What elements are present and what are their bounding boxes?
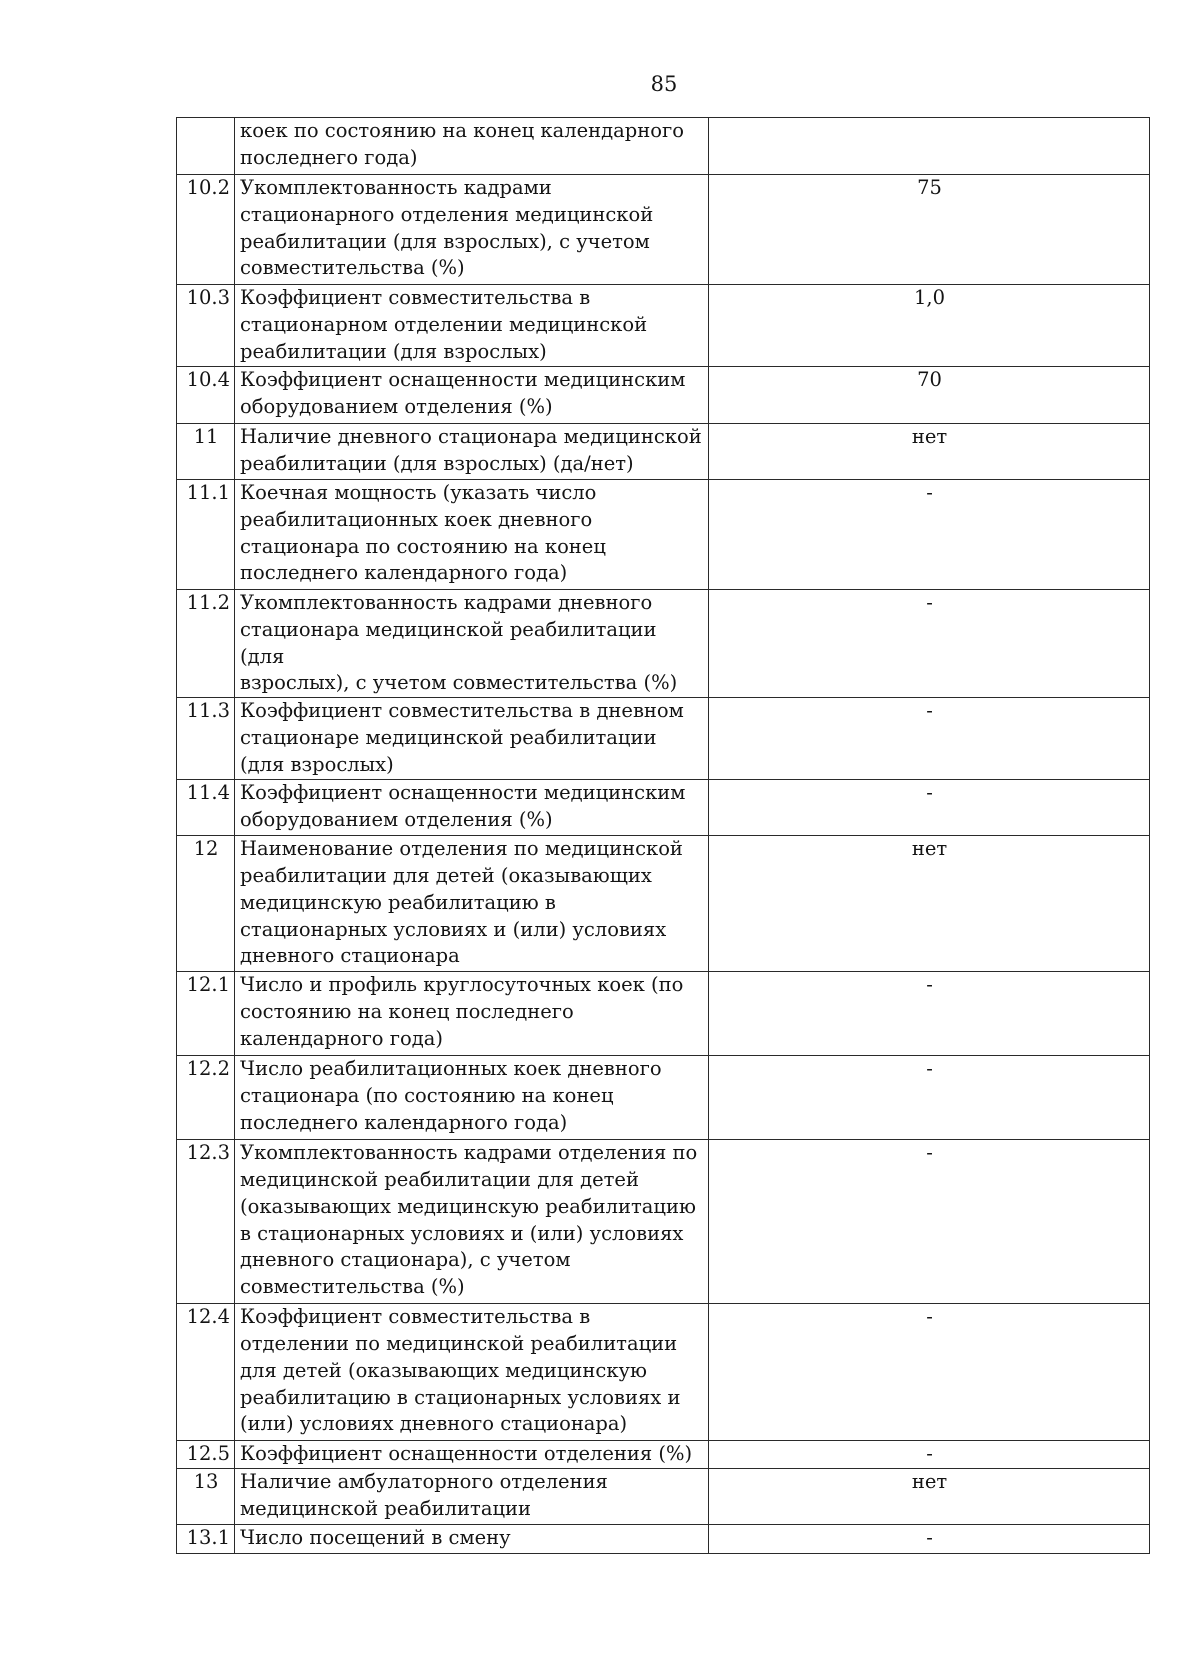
table-row bbox=[177, 1140, 1150, 1304]
row-description: коек по состоянию на конец календарного последнего года) bbox=[235, 118, 709, 175]
table-row bbox=[177, 175, 1150, 285]
row-number: 12.2 bbox=[177, 1056, 235, 1140]
row-value: - bbox=[709, 972, 1150, 1056]
row-description: Коэффициент совместительства в отделении по медицинской реабилитации для детей (оказывающих медицинскую реабилитацию в стационарных условиях и (или) условиях дневного стационара) bbox=[235, 1304, 709, 1441]
row-number: 11 bbox=[177, 424, 235, 480]
row-description: Коэффициент оснащенности отделения (%) bbox=[235, 1441, 709, 1469]
row-number: 13.1 bbox=[177, 1525, 235, 1554]
indicators-table bbox=[176, 117, 1150, 1554]
row-description: Коэффициент оснащенности медицинским оборудованием отделения (%) bbox=[235, 780, 709, 836]
row-number: 11.2 bbox=[177, 590, 235, 698]
table-row bbox=[177, 367, 1150, 424]
table-row bbox=[177, 590, 1150, 698]
row-value: 75 bbox=[709, 175, 1150, 285]
table-row bbox=[177, 480, 1150, 590]
table-row bbox=[177, 285, 1150, 367]
row-description: Укомплектованность кадрами стационарного отделения медицинской реабилитации (для взрослых), с учетом совместительства (%) bbox=[235, 175, 709, 285]
row-value: нет bbox=[709, 424, 1150, 480]
row-description: Укомплектованность кадрами дневного стационара медицинской реабилитации (для взрослых), с учетом совместительства (%) bbox=[235, 590, 709, 698]
row-number: 12.5 bbox=[177, 1441, 235, 1469]
table-row bbox=[177, 424, 1150, 480]
table-row bbox=[177, 836, 1150, 972]
row-number: 12 bbox=[177, 836, 235, 972]
row-value: - bbox=[709, 480, 1150, 590]
row-number: 10.4 bbox=[177, 367, 235, 424]
row-number: 11.4 bbox=[177, 780, 235, 836]
row-value: нет bbox=[709, 836, 1150, 972]
row-number: 12.3 bbox=[177, 1140, 235, 1304]
row-number: 13 bbox=[177, 1469, 235, 1525]
row-number: 12.1 bbox=[177, 972, 235, 1056]
row-description: Коэффициент совместительства в дневном стационаре медицинской реабилитации (для взрослых) bbox=[235, 698, 709, 780]
row-description: Коечная мощность (указать число реабилитационных коек дневного стационара по состоянию на конец последнего календарного года) bbox=[235, 480, 709, 590]
row-value: - bbox=[709, 698, 1150, 780]
table-row bbox=[177, 118, 1150, 175]
table-row bbox=[177, 1304, 1150, 1441]
row-number bbox=[177, 118, 235, 175]
table-row bbox=[177, 972, 1150, 1056]
row-value: 1,0 bbox=[709, 285, 1150, 367]
row-description: Число посещений в смену bbox=[235, 1525, 709, 1554]
row-value: - bbox=[709, 1140, 1150, 1304]
row-description: Коэффициент оснащенности медицинским оборудованием отделения (%) bbox=[235, 367, 709, 424]
row-value: - bbox=[709, 780, 1150, 836]
row-number: 10.2 bbox=[177, 175, 235, 285]
row-value: - bbox=[709, 590, 1150, 698]
row-description: Наименование отделения по медицинской реабилитации для детей (оказывающих медицинскую реабилитацию в стационарных условиях и (или) условиях дневного стационара bbox=[235, 836, 709, 972]
table-row bbox=[177, 1056, 1150, 1140]
row-value: - bbox=[709, 1525, 1150, 1554]
row-number: 12.4 bbox=[177, 1304, 235, 1441]
table-row bbox=[177, 1441, 1150, 1469]
row-number: 10.3 bbox=[177, 285, 235, 367]
row-value: - bbox=[709, 1056, 1150, 1140]
table-row bbox=[177, 1469, 1150, 1525]
row-description: Наличие амбулаторного отделения медицинской реабилитации bbox=[235, 1469, 709, 1525]
row-description: Число реабилитационных коек дневного стационара (по состоянию на конец последнего календарного года) bbox=[235, 1056, 709, 1140]
table-row bbox=[177, 780, 1150, 836]
row-description: Число и профиль круглосуточных коек (по состоянию на конец последнего календарного года) bbox=[235, 972, 709, 1056]
row-value: нет bbox=[709, 1469, 1150, 1525]
row-number: 11.1 bbox=[177, 480, 235, 590]
row-value bbox=[709, 118, 1150, 175]
row-description: Укомплектованность кадрами отделения по медицинской реабилитации для детей (оказывающих медицинскую реабилитацию в стационарных условиях и (или) условиях дневного стационара), с учетом совместительства (%) bbox=[235, 1140, 709, 1304]
page-number: 85 bbox=[650, 72, 678, 96]
row-value: - bbox=[709, 1441, 1150, 1469]
row-number: 11.3 bbox=[177, 698, 235, 780]
table-row bbox=[177, 698, 1150, 780]
row-value: 70 bbox=[709, 367, 1150, 424]
table-row bbox=[177, 1525, 1150, 1554]
row-value: - bbox=[709, 1304, 1150, 1441]
row-description: Наличие дневного стационара медицинской реабилитации (для взрослых) (да/нет) bbox=[235, 424, 709, 480]
row-description: Коэффициент совместительства в стационарном отделении медицинской реабилитации (для взрослых) bbox=[235, 285, 709, 367]
